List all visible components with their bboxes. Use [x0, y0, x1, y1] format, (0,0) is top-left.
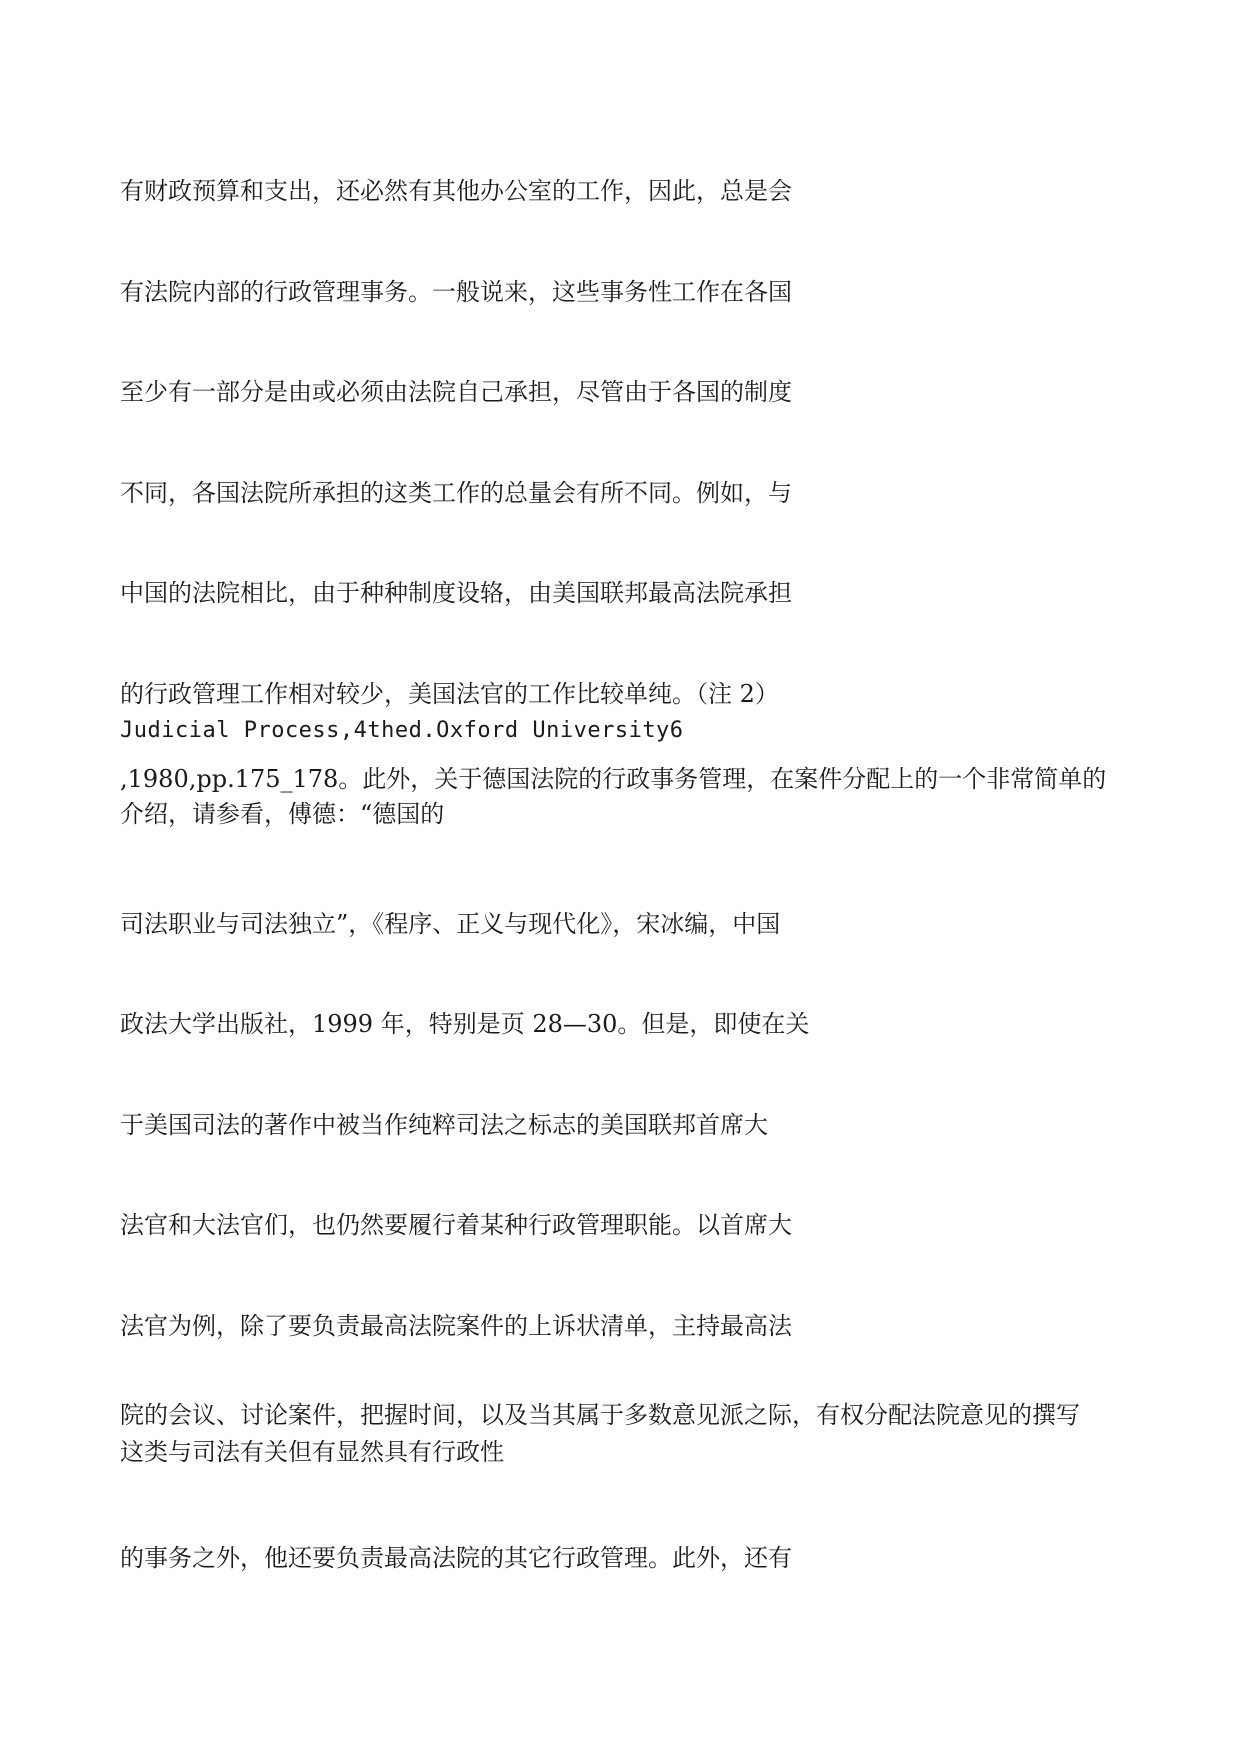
text-line-8: ,1980,pp.175_178。此外，关于德国法院的行政事务管理，在案件分配上的一个非常简单的: [120, 765, 1107, 793]
text-line-3: 至少有一部分是由或必须由法院自己承担，尽管由于各国的制度: [120, 378, 792, 406]
text-line-2: 有法院内部的行政管理事务。一般说来，这些事务性工作在各国: [120, 278, 792, 306]
text-line-1: 有财政预算和支出，还必然有其他办公室的工作，因此，总是会: [120, 177, 792, 205]
text-line-4: 不同，各国法院所承担的这类工作的总量会有所不同。例如，与: [120, 479, 792, 507]
text-line-14: 法官为例，除了要负责最高法院案件的上诉状清单，主持最高法: [120, 1312, 792, 1340]
text-line-16: 这类与司法有关但有显然具有行政性: [120, 1438, 504, 1466]
text-line-6: 的行政管理工作相对较少，美国法官的工作比较单纯。（注 2）: [120, 680, 779, 708]
text-line-5: 中国的法院相比，由于种种制度设辂，由美国联邦最高法院承担: [120, 579, 792, 607]
text-line-12: 于美国司法的著作中被当作纯粹司法之标志的美国联邦首席大: [120, 1111, 768, 1139]
text-line-9: 介绍，请参看，傅德：“德国的: [120, 800, 445, 828]
text-line-11: 政法大学出版社，1999 年，特别是页 28—30。但是，即使在关: [120, 1010, 810, 1038]
text-line-7: Judicial Process,4thed.Oxford University6: [120, 718, 684, 743]
text-line-15: 院的会议、讨论案件，把握时间，以及当其属于多数意见派之际，有权分配法院意见的撰写: [120, 1401, 1080, 1429]
text-line-10: 司法职业与司法独立”，《程序、正义与现代化》，宋冰编，中国: [120, 910, 781, 938]
text-line-13: 法官和大法官们，也仍然要履行着某种行政管理职能。以首席大: [120, 1211, 792, 1239]
text-line-17: 的事务之外，他还要负责最高法院的其它行政管理。此外，还有: [120, 1544, 792, 1572]
